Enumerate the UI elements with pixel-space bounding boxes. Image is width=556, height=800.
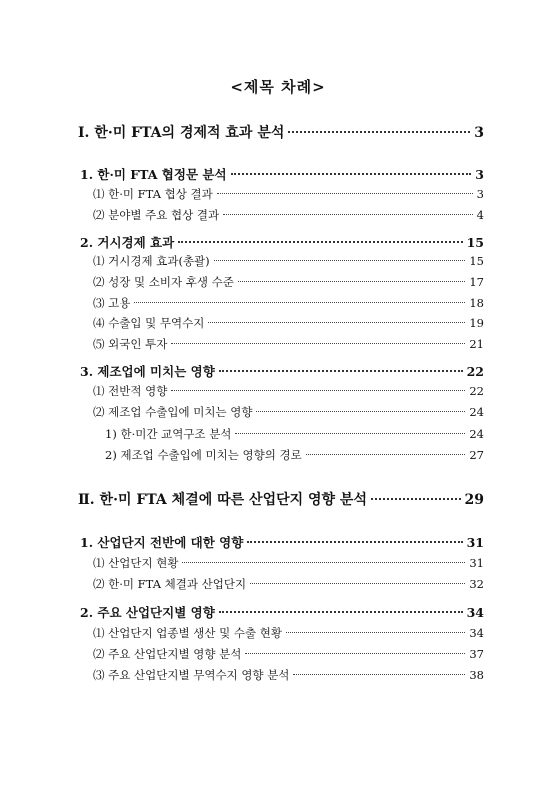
toc-page-number: 3 (476, 187, 484, 201)
toc-page-number: 27 (469, 448, 484, 462)
toc-page-number: 17 (469, 275, 484, 289)
dot-leader (286, 631, 465, 633)
toc-section-2-1[interactable] (80, 533, 484, 551)
dot-leader (306, 453, 466, 455)
toc-page-number: 38 (469, 668, 484, 682)
dot-leader (245, 652, 465, 654)
toc-page-number: 18 (469, 296, 484, 310)
dot-leader (238, 280, 465, 282)
toc-item[interactable] (93, 186, 484, 202)
toc-item[interactable] (93, 625, 484, 641)
dot-leader (256, 410, 465, 412)
toc-section-label: 2. 주요 산업단지별 영향 (80, 605, 215, 620)
toc-page-number: 22 (466, 364, 484, 379)
toc-page-number: 29 (464, 492, 484, 508)
toc-item-label: ⑶ 주요 산업단지별 무역수지 영향 분석 (93, 668, 290, 682)
toc-item[interactable] (93, 315, 484, 331)
dot-leader (223, 213, 473, 215)
toc-item-label: ⑴ 산업단지 현황 (93, 556, 179, 570)
toc-page-number: 24 (469, 427, 484, 441)
toc-item-label: 2) 제조업 수출입에 미치는 영향의 경로 (105, 448, 302, 462)
toc-item-label: ⑴ 산업단지 업종별 생산 및 수출 현황 (93, 626, 282, 640)
toc-section-1-2[interactable] (80, 233, 484, 251)
toc-item-label: ⑴ 전반적 영향 (93, 384, 168, 398)
toc-item[interactable] (93, 576, 484, 592)
toc-subitem[interactable] (105, 426, 484, 442)
toc-item-label: ⑵ 성장 및 소비자 후생 수준 (93, 275, 234, 289)
toc-item-label: ⑷ 수출입 및 무역수지 (93, 316, 205, 330)
toc-chapter-label: Ⅰ. 한·미 FTA의 경제적 효과 분석 (78, 125, 285, 141)
toc-section-label: 1. 한·미 FTA 협정문 분석 (80, 167, 227, 182)
dot-leader (219, 610, 463, 613)
toc-page-number: 4 (476, 208, 484, 222)
dot-leader (171, 342, 465, 344)
toc-item[interactable] (93, 383, 484, 399)
toc-item-label: ⑸ 외국인 투자 (93, 337, 168, 351)
toc-page-number: 15 (466, 235, 484, 250)
toc-subitem[interactable] (105, 447, 484, 463)
toc-chapter-1[interactable] (78, 122, 484, 142)
toc-item-label: ⑵ 한·미 FTA 체결과 산업단지 (93, 577, 247, 591)
toc-section-2-2[interactable] (80, 603, 484, 621)
toc-section-1-1[interactable] (80, 165, 484, 183)
dot-leader (231, 172, 472, 175)
toc-item-label: ⑵ 분야별 주요 협상 결과 (93, 208, 220, 222)
dot-leader (235, 432, 465, 434)
toc-item-label: ⑴ 거시경제 효과(총괄) (93, 254, 210, 268)
dot-leader (134, 301, 465, 303)
toc-title: <제목 차례> (230, 78, 326, 96)
toc-item[interactable] (93, 336, 484, 352)
toc-item[interactable] (93, 274, 484, 290)
toc-page-number: 22 (469, 384, 484, 398)
toc-item[interactable] (93, 207, 484, 223)
dot-leader (178, 240, 462, 243)
toc-item[interactable] (93, 667, 484, 683)
dot-leader (182, 561, 465, 563)
toc-section-label: 3. 제조업에 미치는 영향 (80, 364, 215, 379)
dot-leader (293, 673, 465, 675)
toc-item[interactable] (93, 555, 484, 571)
toc-page-number: 3 (475, 167, 484, 182)
toc-item-label: ⑵ 주요 산업단지별 영향 분석 (93, 647, 242, 661)
toc-item-label: ⑴ 한·미 FTA 협상 결과 (93, 187, 213, 201)
dot-leader (208, 321, 465, 323)
toc-page-number: 31 (469, 556, 484, 570)
toc-item[interactable] (93, 404, 484, 420)
toc-section-label: 2. 거시경제 효과 (80, 235, 175, 250)
toc-section-1-3[interactable] (80, 362, 484, 380)
dot-leader (219, 369, 463, 372)
toc-item[interactable] (93, 646, 484, 662)
toc-page-number: 34 (469, 626, 484, 640)
toc-page-number: 37 (469, 647, 484, 661)
toc-chapter-2[interactable] (78, 489, 484, 509)
dot-leader (171, 389, 465, 391)
toc-section-label: 1. 산업단지 전반에 대한 영향 (80, 535, 244, 550)
toc-page-number: 24 (469, 405, 484, 419)
dot-leader (250, 582, 465, 584)
toc-item-label: ⑶ 고용 (93, 296, 131, 310)
dot-leader (214, 259, 466, 261)
dot-leader (371, 497, 461, 500)
toc-page-number: 32 (469, 577, 484, 591)
toc-page-number: 21 (469, 337, 484, 351)
toc-item-label: ⑵ 제조업 수출입에 미치는 영향 (93, 405, 253, 419)
toc-page-number: 34 (466, 605, 484, 620)
dot-leader (247, 540, 462, 543)
toc-page-number: 19 (469, 316, 484, 330)
toc-item-label: 1) 한·미간 교역구조 분석 (105, 427, 232, 441)
toc-page-number: 3 (474, 125, 484, 141)
toc-item[interactable] (93, 253, 484, 269)
dot-leader (288, 130, 470, 133)
toc-chapter-label: Ⅱ. 한·미 FTA 체결에 따른 산업단지 영향 분석 (78, 492, 367, 508)
toc-page-number: 15 (469, 254, 484, 268)
toc-page-number: 31 (466, 535, 484, 550)
toc-item[interactable] (93, 295, 484, 311)
dot-leader (217, 192, 473, 194)
